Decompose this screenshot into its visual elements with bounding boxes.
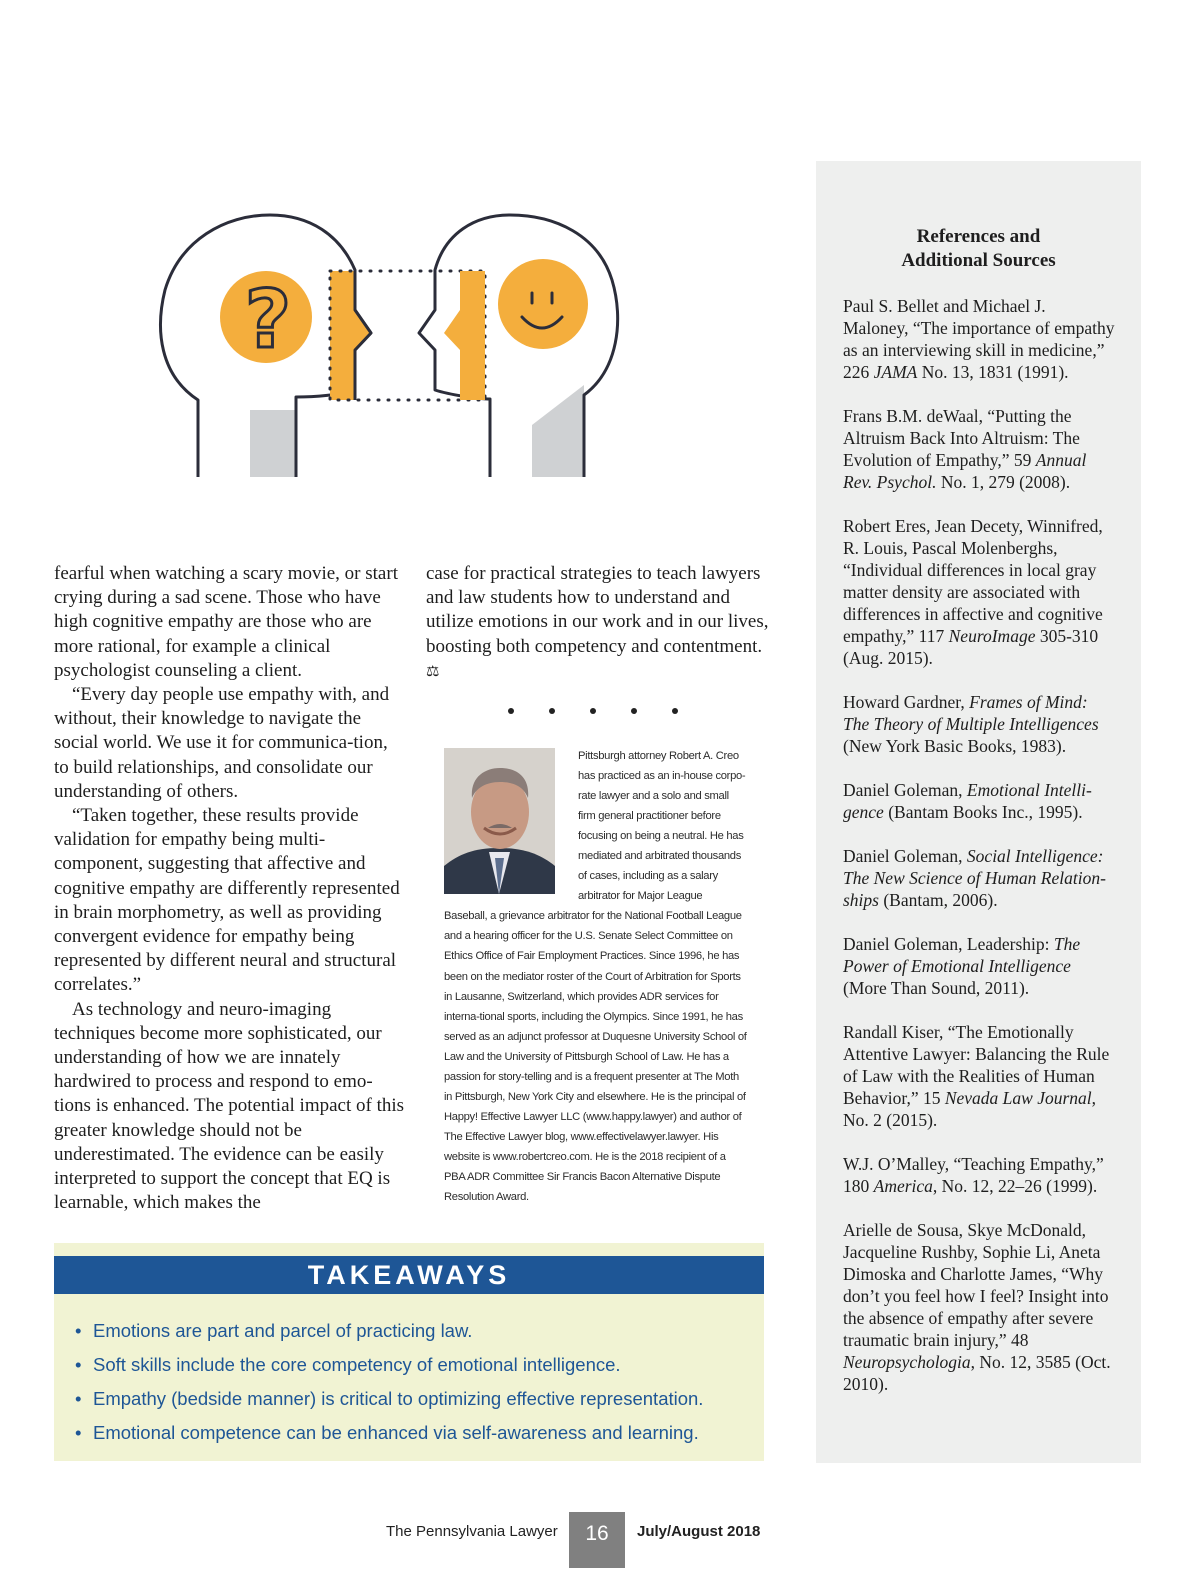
paragraph: As technology and neuro-imaging techniques become more sophisticated, our understanding of how we are innately hardwired to process and respond to emo-tions is enhanced. The potential impact of this greater knowledge should not be underestimated. The evidence can be easily interpreted to support the concept that EQ is learnable, which makes the <box>54 998 405 1214</box>
takeaways-list <box>54 1314 764 1450</box>
section-separator <box>496 700 696 724</box>
bullet-icon: • <box>75 1354 82 1375</box>
takeaways-title: TAKEAWAYS <box>54 1256 764 1294</box>
reference-item: Robert Eres, Jean Decety, Winnifred, R. Louis, Pascal Molenberghs, “Individual differences in local gray matter density are associated with differences in affective and cognitive empathy,” 117 NeuroImage 305-310 (Aug. 2015). <box>843 516 1103 668</box>
scales-of-justice-icon: ⚖ <box>426 663 440 680</box>
bio-text: Pittsburgh attorney Robert A. Creo has practiced as an in-house corpo-rate lawyer and a solo and small firm general practitioner before focusing on being a neutral. He has mediated and arbitrated thousands of cases, including as a salary arbitrator for Major League Baseball, a grievance arbitrator for the National Football League and a hearing officer for the U.S. Senate Select Committee on Ethics Office of Fair Employment Practices. Since 1996, he has been on the mediator roster of the Court of Arbitration for Sports in Lausanne, Switzerland, which provides ADR services for interna-tional sports, including the Olympics. Since 1991, he has served as an adjunct professor at Duquesne University School of Law and the University of Pittsburgh School of Law. He has a passion for story-telling and is a frequent presenter at The Moth in Pittsburgh, New York City and elsewhere. He is the principal of Happy! Effective Lawyer LLC (www.happy.lawyer) and author of The Effective Lawyer blog, www.effectivelawyer.lawyer. His website is www.robertcreo.com. He is the 2018 recipient of a PBA ADR Committee Sir Francis Bacon Alternative Dispute Resolution Award. <box>444 750 747 1204</box>
reference-item: Daniel Goleman, Leadership: The Power of Emotional Intelligence (More Than Sound, 2011). <box>843 934 1081 998</box>
question-mark-icon: ? <box>244 273 292 366</box>
reference-list <box>843 295 1115 1417</box>
takeaway-item: • Empathy (bedside manner) is critical to optimizing effective representation. <box>75 1382 764 1416</box>
reference-item: Howard Gardner, Frames of Mind: The Theory of Multiple Intelligences (New York Basic Books, 1983). <box>843 692 1099 756</box>
sidebar-title-line: References and <box>916 226 1041 247</box>
paragraph: “Every day people use empathy with, and without, their knowledge to navigate the social world. We use it for communica-tion, to build relationships, and consolidate our understanding of others. <box>54 684 390 802</box>
reference-item: Frans B.M. deWaal, “Putting the Altruism Back Into Altruism: The Evolution of Empathy,” 59 Annual Rev. Psychol. No. 1, 279 (2008). <box>843 406 1087 492</box>
closing-paragraph: case for practical strategies to teach lawyers and law students how to understand and utilize emotions in our work and in our lives, boosting both competency and contentment. <box>426 563 769 657</box>
references-sidebar <box>816 161 1141 1463</box>
reference-item: Daniel Goleman, Emotional Intelli-gence (Bantam Books Inc., 1995). <box>843 780 1092 822</box>
author-photo <box>444 748 555 894</box>
takeaway-item: • Soft skills include the core competency of emotional intelligence. <box>75 1348 764 1382</box>
reference-item: Paul S. Bellet and Michael J. Maloney, “The importance of empathy as an interviewing skill in medicine,” 226 JAMA No. 13, 1831 (1991). <box>843 296 1115 382</box>
bullet-icon: • <box>75 1320 82 1341</box>
smiley-face-icon <box>498 259 588 349</box>
reference-item: Arielle de Sousa, Skye McDonald, Jacqueline Rushby, Sophie Li, Aneta Dimoska and Charlotte James, “Why don’t you feel how I feel? Insight into the absence of empathy after severe traumatic brain injury,” 48 Neuropsychologia, No. 12, 3585 (Oct. 2010). <box>843 1220 1111 1394</box>
bullet-icon: • <box>75 1388 82 1409</box>
takeaway-item: • Emotional competence can be enhanced via self-awareness and learning. <box>75 1416 764 1450</box>
article-column-middle <box>426 562 771 684</box>
reference-item: Randall Kiser, “The Emotionally Attentive Lawyer: Balancing the Rule of Law with the Realities of Human Behavior,” 15 Nevada Law Journal, No. 2 (2015). <box>843 1022 1110 1130</box>
footer-publication: The Pennsylvania Lawyer <box>386 1523 558 1540</box>
reference-item: Daniel Goleman, Social Intelligence: The New Science of Human Relation-ships (Bantam, 2006). <box>843 846 1106 910</box>
sidebar-title-line: Additional Sources <box>901 249 1056 271</box>
separator-dot <box>590 708 596 714</box>
sidebar-title <box>816 225 1141 272</box>
empathy-heads-illustration <box>150 205 620 490</box>
takeaway-item: • Emotions are part and parcel of practicing law. <box>75 1314 764 1348</box>
author-bio <box>444 746 748 1207</box>
article-column-left <box>54 562 404 1215</box>
page-number: 16 <box>569 1512 625 1568</box>
takeaways-box <box>54 1243 764 1461</box>
separator-dot <box>508 708 514 714</box>
reference-item: W.J. O’Malley, “Teaching Empathy,” 180 America, No. 12, 22–26 (1999). <box>843 1154 1104 1196</box>
separator-dot <box>631 708 637 714</box>
paragraph: “Taken together, these results provide validation for empathy being multi-component, suggesting that affective and cognitive empathy are differently represented in brain morphometry, as well as providing convergent evidence for empathy being represented by different neural and structural correlates.” <box>54 805 400 996</box>
footer-issue-date: July/August 2018 <box>637 1523 761 1540</box>
bullet-icon: • <box>75 1422 82 1443</box>
separator-dot <box>672 708 678 714</box>
separator-dot <box>549 708 555 714</box>
paragraph: fearful when watching a scary movie, or start crying during a sad scene. Those who have high cognitive empathy are those who are more rational, for example a clinical psychologist counseling a client. <box>54 563 398 681</box>
paragraph <box>426 562 771 684</box>
